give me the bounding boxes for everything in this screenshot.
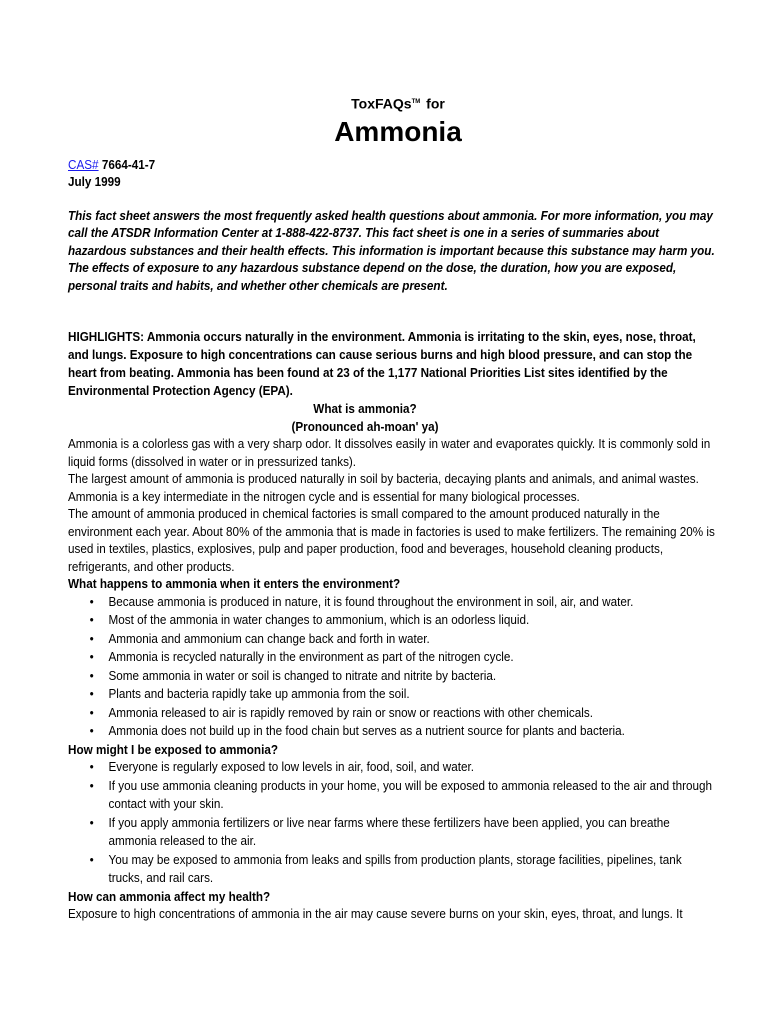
what-is-paragraph: Ammonia is a colorless gas with a very sharp odor. It dissolves easily in water and evaporates quickly. It is commonly sold in liquid forms (dissolved in water or in pressurized tanks). [68,436,711,469]
exposure-list [68,758,718,888]
document-title: Ammonia [334,115,462,147]
list-item: • If you use ammonia cleaning products in your home, you will be exposed to ammonia released to the air and through contact with your skin. [109,777,718,814]
highlights-paragraph: HIGHLIGHTS: Ammonia occurs naturally in the environment. Ammonia is irritating to the skin, eyes, nose, throat, and lungs. Exposure to high concentrations can cause serious burns and high blood pressure, and can stop the heart from beating. Ammonia has been found at 23 of the 1,177 National Priorities List sites identified by the Environmental Protection Agency (EPA). [68,329,696,399]
cas-link[interactable]: CAS# [68,156,99,172]
intro-paragraph: This fact sheet answers the most frequently asked health questions about ammonia. For more information, you may call the ATSDR Information Center at 1-888-422-8737. This fact sheet is one in a series of summaries about hazardous substances and their health effects. This information is important because this substance may harm you. The effects of exposure to any hazardous substance depend on the dose, the duration, how you are exposed, personal traits and habits, and whether other chemicals are present. [68,207,715,293]
what-is-heading: What is ammonia? [313,401,417,417]
cas-number: 7664-41-7 [101,156,156,172]
exposure-heading: How might I be exposed to ammonia? [68,741,278,757]
list-item: • You may be exposed to ammonia from leaks and spills from production plants, storage facilities, pipelines, tank trucks, and rail cars. [109,851,718,888]
list-item: • If you apply ammonia fertilizers or live near farms where these fertilizers have been applied, you can breathe ammonia released to the air. [109,814,718,851]
health-paragraph: Exposure to high concentrations of ammonia in the air may cause severe burns on your skin, eyes, throat, and lungs. It [68,906,683,922]
list-item: • Ammonia is recycled naturally in the environment as part of the nitrogen cycle. [109,648,718,667]
list-item: • Everyone is regularly exposed to low levels in air, food, soil, and water. [109,758,718,777]
list-item: • Plants and bacteria rapidly take up ammonia from the soil. [109,685,718,704]
list-item: • Ammonia released to air is rapidly removed by rain or snow or reactions with other chemicals. [109,704,718,723]
publication-date: July 1999 [68,173,121,189]
trademark-mark: TM [411,99,421,105]
environment-heading: What happens to ammonia when it enters the environment? [68,576,401,592]
subtitle-toxfaqs: ToxFAQs [351,95,412,112]
list-item: • Ammonia does not build up in the food chain but serves as a nutrient source for plants and bacteria. [109,722,718,741]
health-heading: How can ammonia affect my health? [68,888,271,904]
pronunciation: (Pronounced ah-moan' ya) [291,418,439,434]
list-item: • Because ammonia is produced in nature, it is found throughout the environment in soil, air, and water. [109,593,718,612]
document-body [68,92,718,923]
environment-list [68,593,718,741]
cas-line [68,156,718,173]
condensed-text-block [68,156,718,923]
document-subtitle [68,92,728,114]
what-is-paragraph: The amount of ammonia produced in chemical factories is small compared to the amount produced naturally in the environment each year. About 80% of the ammonia that is made in factories is used to make fertilizers. The remaining 20% is used in textiles, plastics, explosives, pulp and paper production, food and beverages, household cleaning products, refrigerants, and other products. [68,506,715,574]
list-item: • Ammonia and ammonium can change back and forth in water. [109,630,718,649]
subtitle-for: for [426,95,445,112]
list-item: • Most of the ammonia in water changes to ammonium, which is an odorless liquid. [109,611,718,630]
what-is-paragraph: The largest amount of ammonia is produced naturally in soil by bacteria, decaying plants and animals, and animal wastes. Ammonia is a key intermediate in the nitrogen cycle and is essential for many biological processes. [68,471,699,504]
list-item: • Some ammonia in water or soil is changed to nitrate and nitrite by bacteria. [109,667,718,686]
title-block [68,92,728,150]
